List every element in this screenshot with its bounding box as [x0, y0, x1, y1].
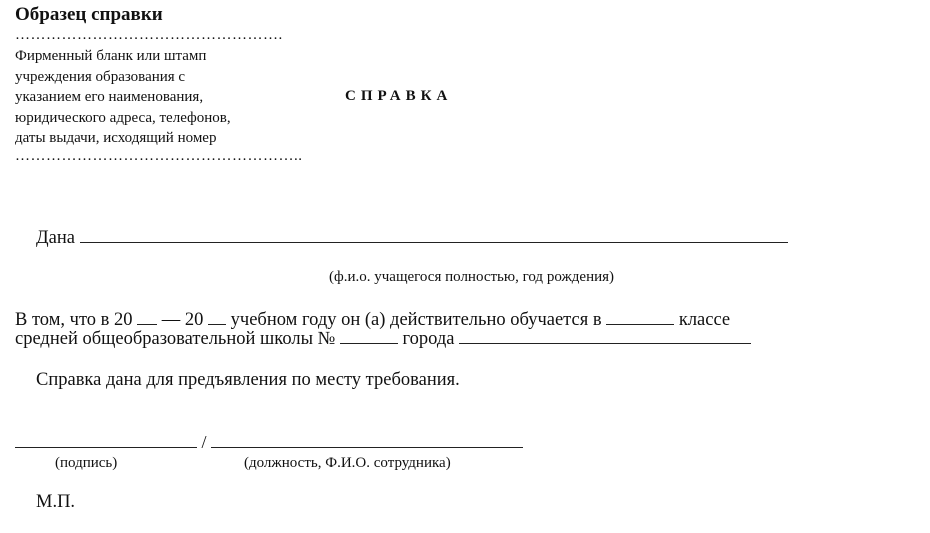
position-name-field[interactable] — [211, 446, 523, 448]
signature-hint: (подпись) — [55, 455, 118, 471]
grade-field[interactable] — [606, 323, 674, 325]
signature-row — [15, 432, 523, 453]
dotted-separator-top: ……………………………………………. — [15, 27, 283, 43]
letterhead-line: Фирменный бланк или штамп — [15, 48, 207, 64]
year-start-field[interactable] — [137, 323, 157, 325]
letterhead-line: юридического адреса, телефонов, — [15, 109, 231, 126]
document-title: Образец справки — [15, 4, 163, 25]
slash-separator: / — [201, 432, 207, 452]
year-end-field[interactable] — [208, 323, 226, 325]
given-row — [36, 228, 788, 249]
letterhead-placeholder — [15, 46, 335, 149]
dotted-separator-bottom: ……………………………………………….. — [15, 148, 303, 164]
study-line-2: средней общеобразовательной школы № города — [15, 329, 751, 350]
given-hint: (ф.и.о. учащегося полностью, год рождения) — [329, 269, 615, 285]
signature-field[interactable] — [15, 446, 197, 448]
city-field[interactable] — [459, 342, 751, 344]
document-heading: СПРАВКА — [345, 88, 453, 104]
position-hint: (должность, Ф.И.О. сотрудника) — [244, 455, 451, 471]
study-line-1: В том, что в 20 — 20 учебном году он (а) действительно обучается в классе — [15, 310, 731, 330]
letterhead-line: даты выдачи, исходящий номер — [15, 130, 217, 146]
school-number-field[interactable] — [340, 342, 398, 344]
letterhead-line: указанием его наименования, — [15, 89, 204, 105]
stamp-place: М.П. — [36, 492, 76, 512]
given-label: Дана — [36, 228, 75, 248]
letterhead-line: учреждения образования с — [15, 68, 186, 85]
student-name-field[interactable] — [80, 241, 788, 243]
purpose-text: Справка дана для предъявления по месту требования. — [36, 370, 460, 390]
